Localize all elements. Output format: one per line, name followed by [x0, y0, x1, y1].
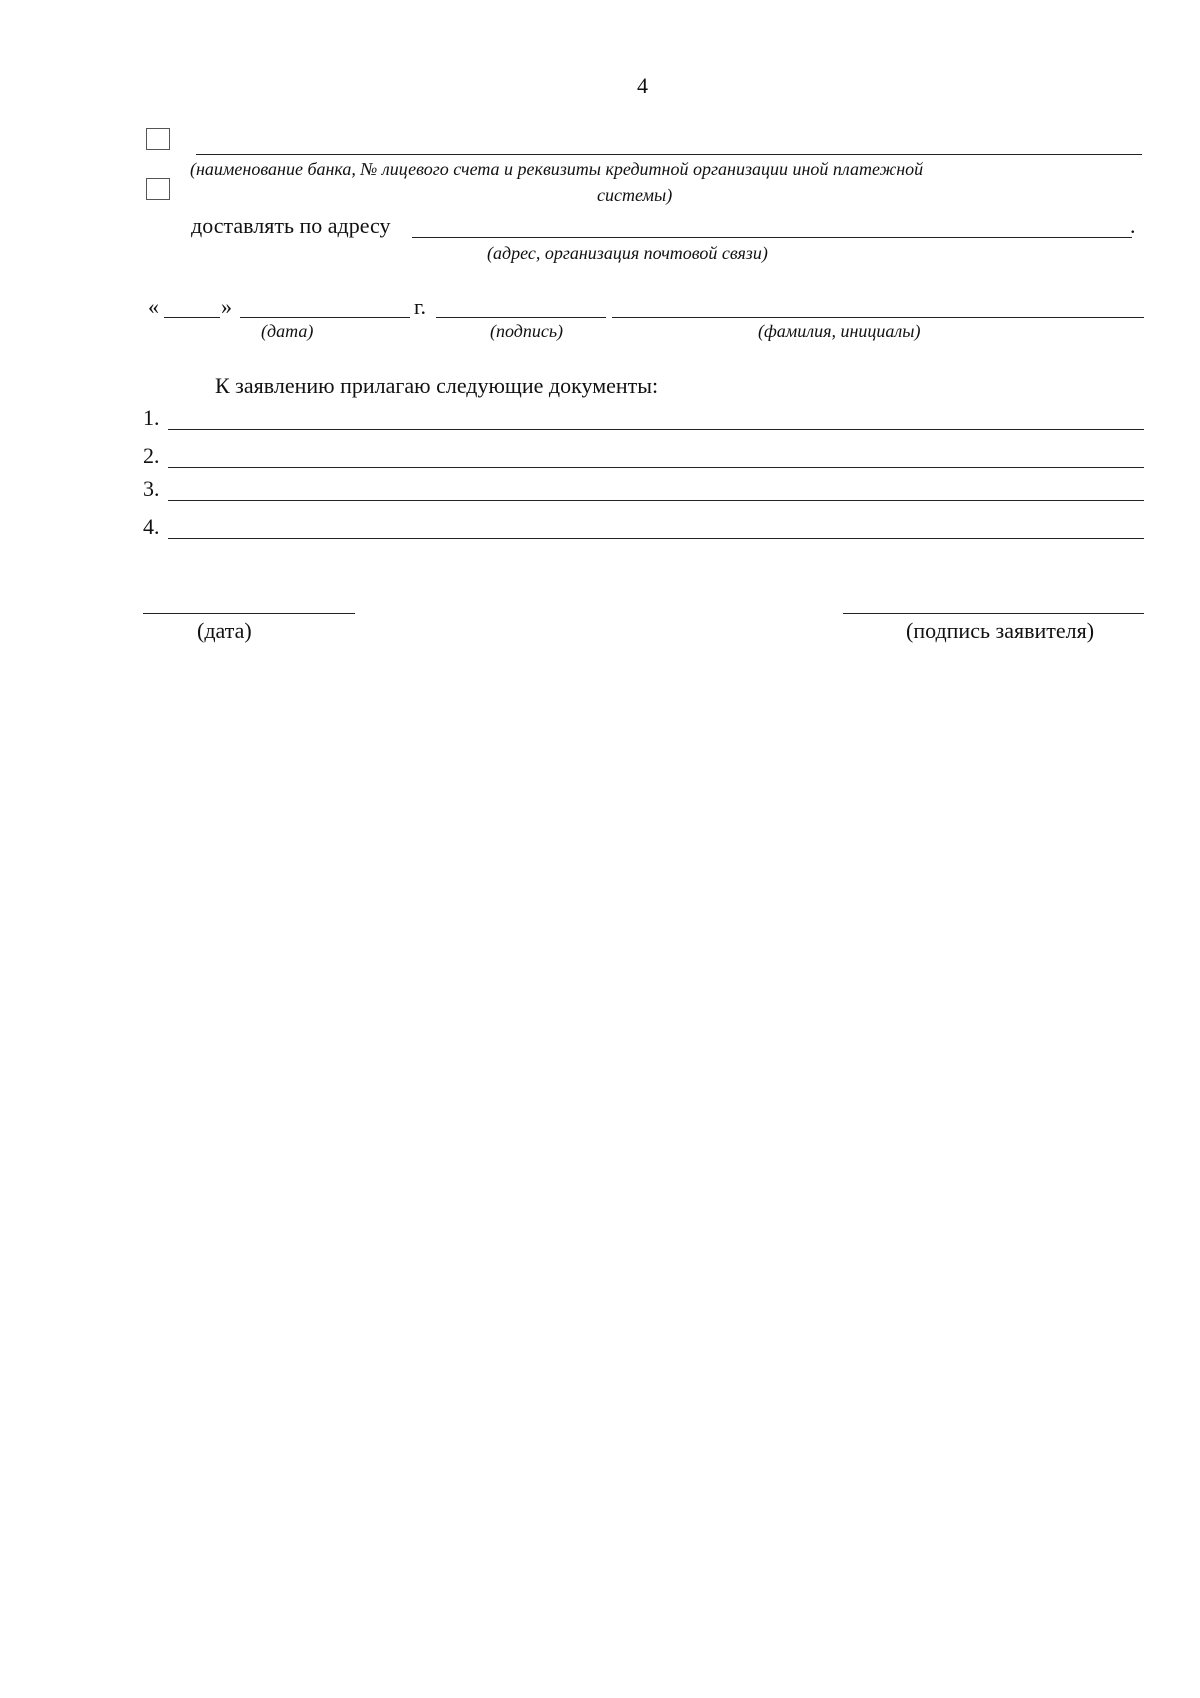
- attachment-line[interactable]: [168, 429, 1144, 430]
- deliver-to-address-label: доставлять по адресу: [191, 213, 391, 238]
- date-close-quote: »: [221, 294, 232, 319]
- bank-details-caption: (наименование банка, № лицевого счета и реквизиты кредитной организации иной платежной: [190, 159, 924, 179]
- address-caption: (адрес, организация почтовой связи): [487, 243, 768, 263]
- footer-date-line[interactable]: [143, 613, 355, 614]
- delivery-address-line[interactable]: [412, 237, 1132, 238]
- full-name-caption: (фамилия, инициалы): [758, 321, 921, 341]
- bank-details-caption-continued: системы): [597, 185, 673, 205]
- bank-transfer-checkbox[interactable]: [146, 128, 170, 150]
- date-caption: (дата): [261, 321, 314, 341]
- attachment-line[interactable]: [168, 500, 1144, 501]
- attachment-line[interactable]: [168, 538, 1144, 539]
- footer-signature-label: (подпись заявителя): [906, 618, 1095, 643]
- signature-caption: (подпись): [490, 321, 564, 341]
- month-line[interactable]: [240, 317, 410, 318]
- date-open-quote: «: [148, 294, 159, 319]
- full-name-line[interactable]: [612, 317, 1144, 318]
- delivery-address-period: .: [1130, 213, 1136, 238]
- footer-date-label: (дата): [197, 618, 252, 643]
- post-delivery-checkbox[interactable]: [146, 178, 170, 200]
- signature-line[interactable]: [436, 317, 606, 318]
- attachment-line[interactable]: [168, 467, 1144, 468]
- page-number: 4: [637, 73, 648, 98]
- footer-signature-line[interactable]: [843, 613, 1144, 614]
- year-suffix: г.: [414, 294, 427, 319]
- attachment-number: 2.: [143, 443, 160, 468]
- bank-details-line[interactable]: [196, 154, 1142, 155]
- day-line[interactable]: [164, 317, 220, 318]
- attachment-number: 1.: [143, 405, 160, 430]
- attachment-number: 4.: [143, 514, 160, 539]
- attachments-intro: К заявлению прилагаю следующие документы:: [215, 373, 659, 398]
- attachment-number: 3.: [143, 476, 160, 501]
